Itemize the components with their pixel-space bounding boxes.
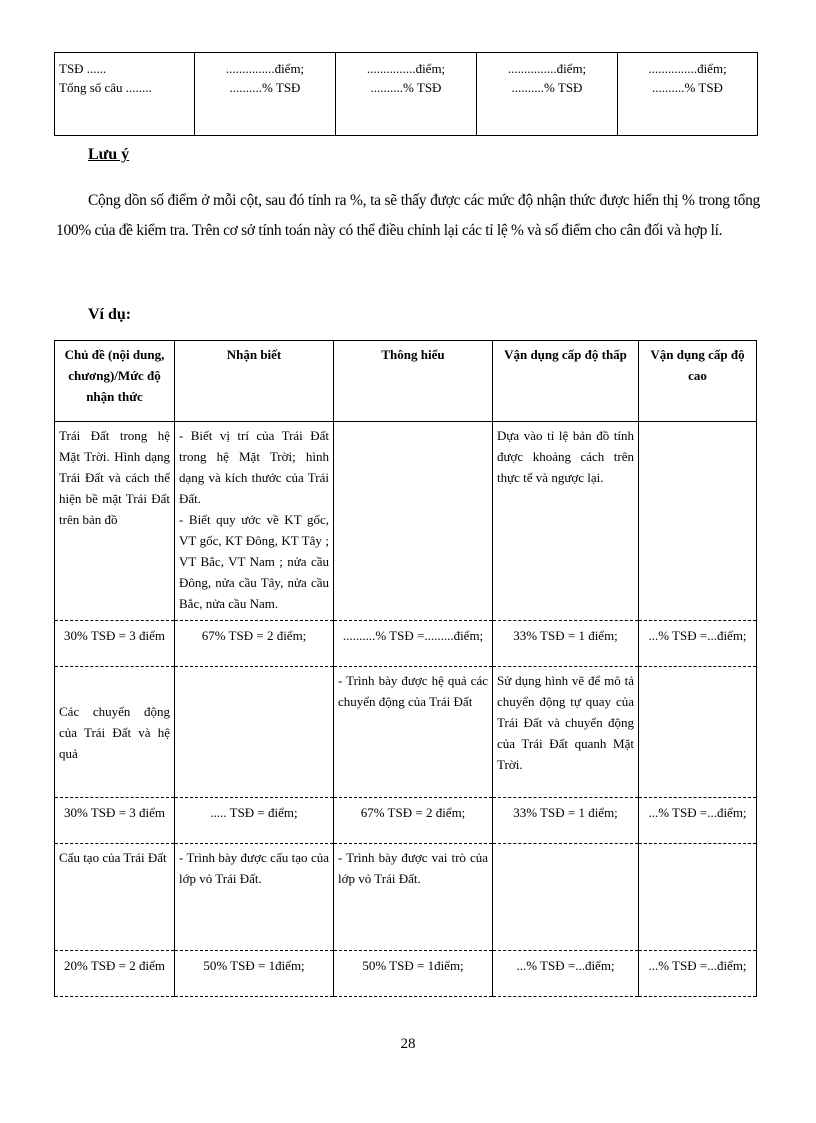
header-nhan-biet: Nhận biết bbox=[175, 341, 334, 422]
table-row bbox=[55, 422, 757, 621]
van-dung-cao-cell bbox=[639, 844, 757, 951]
summary-line: ..........% TSĐ bbox=[229, 80, 301, 95]
score-row bbox=[55, 621, 757, 667]
note-heading: Lưu ý bbox=[88, 146, 130, 163]
summary-line: TSĐ ...... bbox=[59, 61, 107, 76]
summary-table bbox=[54, 52, 758, 136]
score-cell: 33% TSĐ = 1 điểm; bbox=[493, 798, 639, 844]
van-dung-thap-cell bbox=[493, 844, 639, 951]
score-cell: ...% TSĐ =...điểm; bbox=[639, 621, 757, 667]
page-number: 28 bbox=[400, 1036, 416, 1052]
cell-line: - Biết quy ước về KT gốc, VT gốc, KT Đông, KT Tây ; VT Bắc, VT Nam ; nửa cầu Đông, nửa cầu Tây, nửa cầu Bắc, nửa cầu Nam. bbox=[179, 512, 329, 611]
thong-hieu-cell: - Trình bày được vai trò của lớp vỏ Trái Đất. bbox=[334, 844, 493, 951]
score-row bbox=[55, 798, 757, 844]
van-dung-cao-cell bbox=[639, 667, 757, 798]
score-cell: 33% TSĐ = 1 điểm; bbox=[493, 621, 639, 667]
score-cell: 30% TSĐ = 3 điểm bbox=[55, 621, 175, 667]
summary-line: ...............điểm; bbox=[507, 61, 587, 76]
table-row bbox=[55, 53, 758, 136]
score-row bbox=[55, 951, 757, 997]
thong-hieu-cell: - Trình bày được hệ quả các chuyển động của Trái Đất bbox=[334, 667, 493, 798]
summary-line: ..........% TSĐ bbox=[652, 80, 723, 95]
nhan-biet-cell bbox=[175, 667, 334, 798]
header-topic: Chủ đề (nội dung, chương)/Mức độ nhận thức bbox=[55, 341, 175, 422]
summary-cell bbox=[618, 53, 758, 136]
summary-line: ...............điểm; bbox=[225, 61, 305, 76]
table-header-row bbox=[55, 341, 757, 422]
score-cell: 67% TSĐ = 2 điểm; bbox=[334, 798, 493, 844]
note-paragraph: Cộng dồn số điểm ở mỗi cột, sau đó tính ra %, ta sẽ thấy được các mức độ nhận thức được hiển thị % trong tổng 100% của đề kiểm tra. Trên cơ sở tính toán này có thể điều chỉnh lại các tỉ lệ % và số điểm cho cân đối và hợp lí. bbox=[56, 192, 760, 239]
summary-line: ...............điểm; bbox=[648, 61, 727, 76]
summary-cell bbox=[195, 53, 336, 136]
nhan-biet-cell: - Trình bày được cấu tạo của lớp vỏ Trái Đất. bbox=[175, 844, 334, 951]
summary-cell bbox=[336, 53, 477, 136]
van-dung-thap-cell: Sử dụng hình vẽ để mô tả chuyển động tự quay của Trái Đất và chuyển động của Trái Đất quanh Mặt Trời. bbox=[493, 667, 639, 798]
summary-line: Tổng số câu ........ bbox=[59, 80, 152, 95]
table-row bbox=[55, 844, 757, 951]
example-heading: Ví dụ: bbox=[88, 306, 132, 323]
example-table bbox=[54, 340, 757, 997]
summary-line: ...............điểm; bbox=[366, 61, 446, 76]
topic-cell: Cấu tạo của Trái Đất bbox=[55, 844, 175, 951]
van-dung-thap-cell: Dựa vào tỉ lệ bản đồ tính được khoảng cách trên thực tế và ngược lại. bbox=[493, 422, 639, 621]
score-cell: ...% TSĐ =...điểm; bbox=[639, 951, 757, 997]
header-van-dung-cao: Vận dụng cấp độ cao bbox=[639, 341, 757, 422]
nhan-biet-cell bbox=[175, 422, 334, 621]
summary-line: ..........% TSĐ bbox=[511, 80, 583, 95]
summary-cell-label bbox=[55, 53, 195, 136]
header-thong-hieu: Thông hiểu bbox=[334, 341, 493, 422]
score-cell: 50% TSĐ = 1điểm; bbox=[334, 951, 493, 997]
van-dung-cao-cell bbox=[639, 422, 757, 621]
score-cell: 50% TSĐ = 1điểm; bbox=[175, 951, 334, 997]
score-cell: 20% TSĐ = 2 điểm bbox=[55, 951, 175, 997]
thong-hieu-cell bbox=[334, 422, 493, 621]
header-van-dung-thap: Vận dụng cấp độ thấp bbox=[493, 341, 639, 422]
score-cell: ..... TSĐ = điểm; bbox=[175, 798, 334, 844]
score-cell: 30% TSĐ = 3 điểm bbox=[55, 798, 175, 844]
topic-cell: Trái Đất trong hệ Mặt Trời. Hình dạng Trái Đất và cách thể hiện bề mặt Trái Đất trên bản đồ bbox=[55, 422, 175, 621]
summary-line: ..........% TSĐ bbox=[370, 80, 442, 95]
table-row bbox=[55, 667, 757, 798]
score-cell: ...% TSĐ =...điểm; bbox=[639, 798, 757, 844]
summary-cell bbox=[477, 53, 618, 136]
score-cell: ..........% TSĐ =.........điểm; bbox=[334, 621, 493, 667]
score-cell: ...% TSĐ =...điểm; bbox=[493, 951, 639, 997]
score-cell: 67% TSĐ = 2 điểm; bbox=[175, 621, 334, 667]
topic-cell: Các chuyển động của Trái Đất và hệ quả bbox=[55, 667, 175, 798]
cell-line: - Biết vị trí của Trái Đất trong hệ Mặt Trời; hình dạng và kích thước của Trái Đất. bbox=[179, 428, 329, 506]
